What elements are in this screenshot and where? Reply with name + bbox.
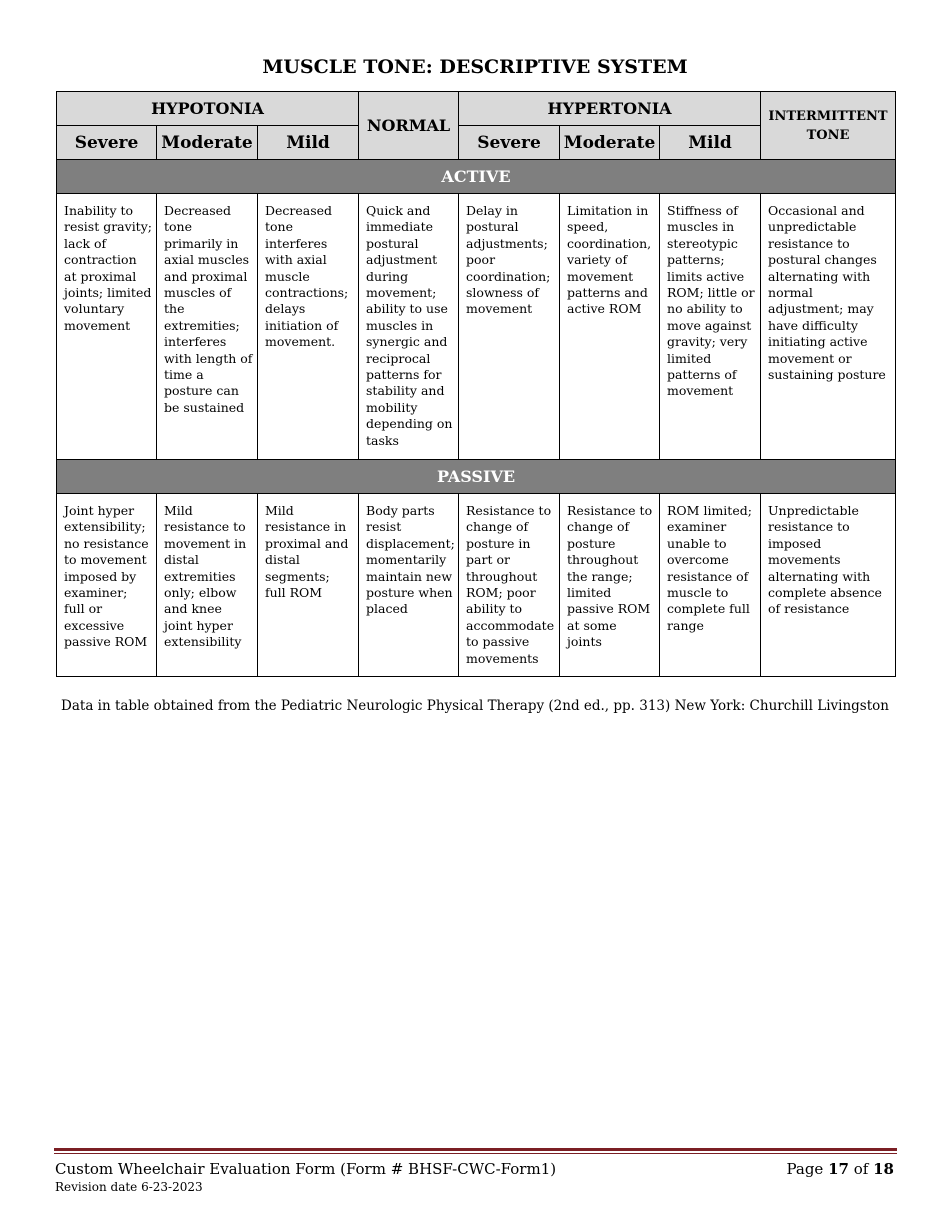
- footer-form-name: Custom Wheelchair Evaluation Form (Form # BHSF-CWC-Form1): [55, 1160, 557, 1178]
- footer-rule-thin: [54, 1153, 897, 1154]
- passive-intermittent-cell: Unpredictable resistance to imposed movements alternating with complete absence of resistance: [761, 494, 896, 677]
- subheader-hypo-moderate: Moderate: [157, 126, 258, 160]
- footer-page-number: [786, 1160, 894, 1178]
- page-of: of: [853, 1160, 869, 1178]
- active-hypo-mild-cell: Decreased tone interferes with axial muscle contractions; delays initiation of movement.: [258, 194, 359, 460]
- page-total: 18: [873, 1160, 894, 1178]
- footer-revision-date: Revision date 6-23-2023: [55, 1180, 203, 1194]
- active-normal-cell: Quick and immediate postural adjustment during movement; ability to use muscles in synergic and reciprocal patterns for stability and mobility depending on tasks: [359, 194, 459, 460]
- passive-hyper-moderate-cell: Resistance to change of posture throughout the range; limited passive ROM at some joints: [560, 494, 660, 677]
- passive-hypo-mild-cell: Mild resistance in proximal and distal segments; full ROM: [258, 494, 359, 677]
- subheader-hypo-severe: Severe: [57, 126, 157, 160]
- header-normal: NORMAL: [359, 92, 459, 160]
- passive-hyper-severe-cell: Resistance to change of posture in part or throughout ROM; poor ability to accommodate to passive movements: [459, 494, 560, 677]
- page-prefix: Page: [786, 1160, 824, 1178]
- muscle-tone-table: [56, 91, 896, 677]
- passive-hyper-mild-cell: ROM limited; examiner unable to overcome resistance of muscle to complete full range: [660, 494, 761, 677]
- header-hypertonia: HYPERTONIA: [459, 92, 761, 126]
- subheader-hyper-mild: Mild: [660, 126, 761, 160]
- subheader-hyper-severe: Severe: [459, 126, 560, 160]
- header-intermittent-tone: INTERMITTENT TONE: [761, 92, 896, 160]
- section-active: ACTIVE: [57, 160, 896, 194]
- header-hypotonia: HYPOTONIA: [57, 92, 359, 126]
- active-hyper-severe-cell: Delay in postural adjustments; poor coordination; slowness of movement: [459, 194, 560, 460]
- page-title: MUSCLE TONE: DESCRIPTIVE SYSTEM: [262, 56, 688, 78]
- active-hypo-moderate-cell: Decreased tone primarily in axial muscles and proximal muscles of the extremities; interferes with length of time a posture can be sustained: [157, 194, 258, 460]
- source-note: Data in table obtained from the Pediatric Neurologic Physical Therapy (2nd ed., pp. 313) New York: Churchill Livingston: [61, 698, 889, 714]
- active-intermittent-cell: Occasional and unpredictable resistance to postural changes alternating with normal adjustment; may have difficulty initiating active movement or sustaining posture: [761, 194, 896, 460]
- footer-rule-thick: [54, 1148, 897, 1151]
- table-row-passive: [57, 494, 896, 677]
- passive-normal-cell: Body parts resist displacement; momentarily maintain new posture when placed: [359, 494, 459, 677]
- subheader-hyper-moderate: Moderate: [560, 126, 660, 160]
- active-hypo-severe-cell: Inability to resist gravity; lack of contraction at proximal joints; limited voluntary movement: [57, 194, 157, 460]
- active-hyper-moderate-cell: Limitation in speed, coordination, variety of movement patterns and active ROM: [560, 194, 660, 460]
- subheader-hypo-mild: Mild: [258, 126, 359, 160]
- page-current: 17: [828, 1160, 849, 1178]
- passive-hypo-severe-cell: Joint hyper extensibility; no resistance to movement imposed by examiner; full or excessive passive ROM: [57, 494, 157, 677]
- section-passive: PASSIVE: [57, 460, 896, 494]
- passive-hypo-moderate-cell: Mild resistance to movement in distal extremities only; elbow and knee joint hyper extensibility: [157, 494, 258, 677]
- table-row-active: [57, 194, 896, 460]
- active-hyper-mild-cell: Stiffness of muscles in stereotypic patterns; limits active ROM; little or no ability to move against gravity; very limited patterns of movement: [660, 194, 761, 460]
